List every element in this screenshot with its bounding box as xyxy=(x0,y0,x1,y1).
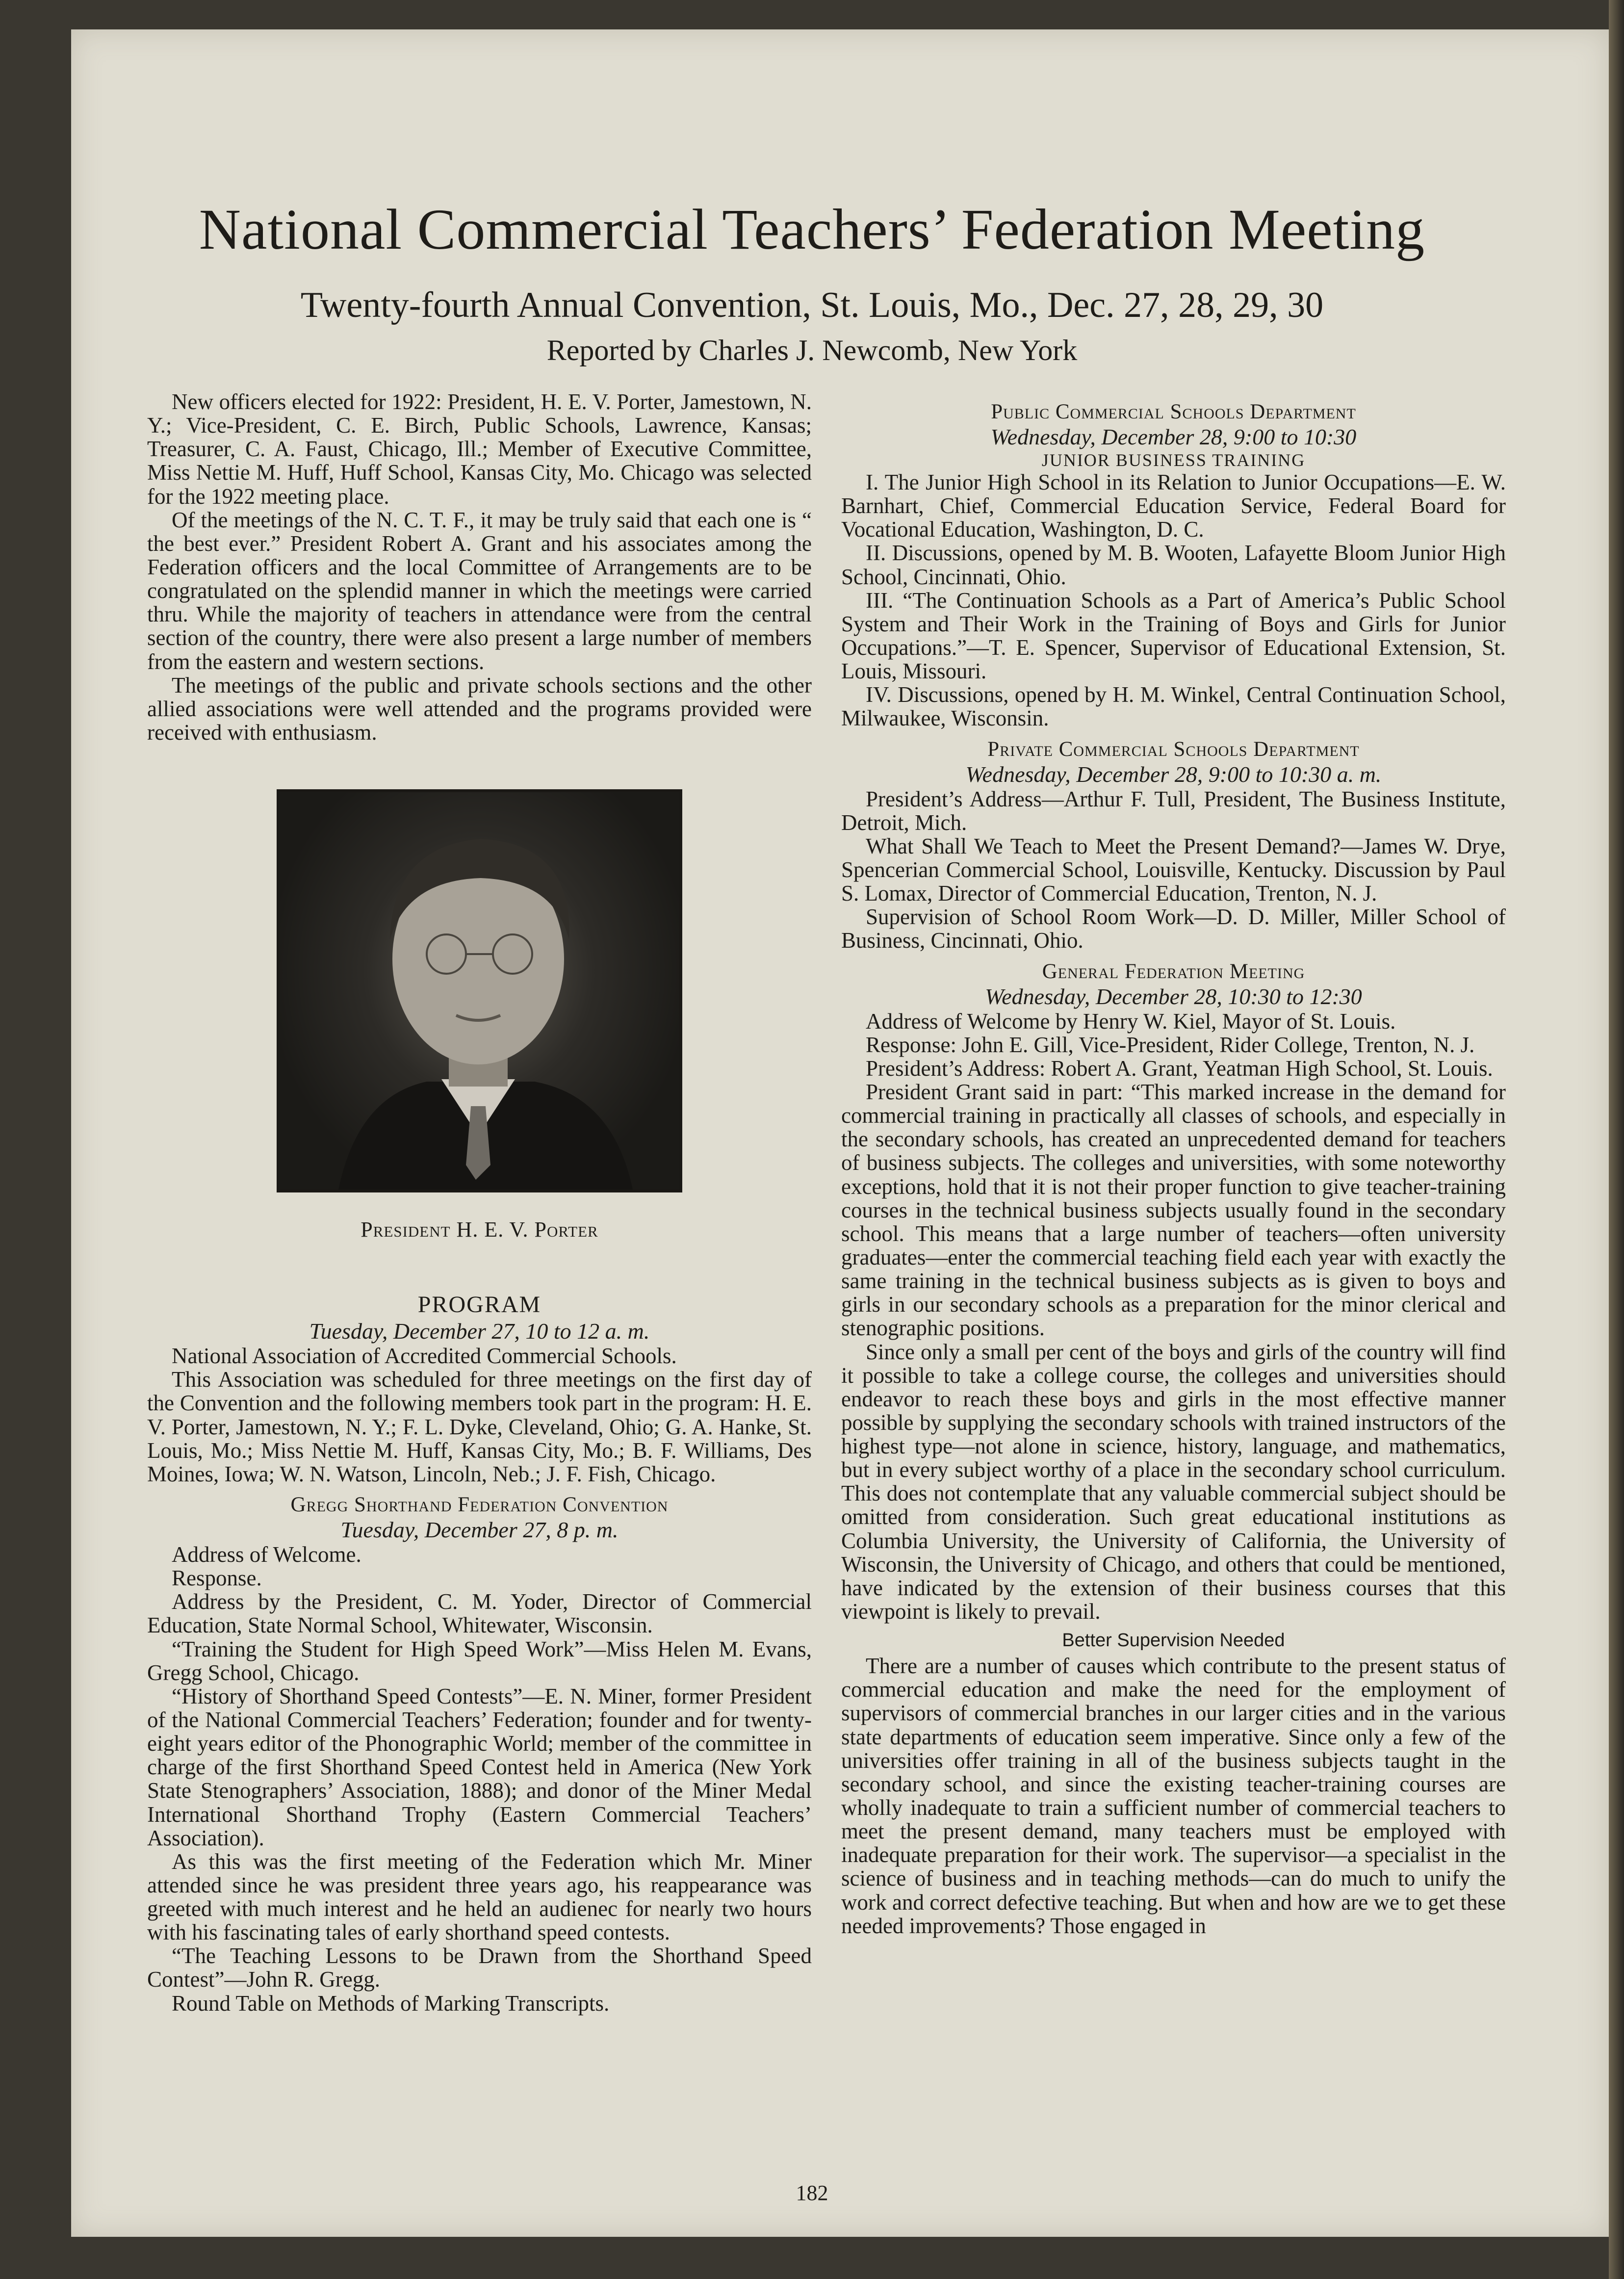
gregg-paragraph: “Training the Student for High Speed Work”—Miss Helen M. Evans, Gregg School, Chicago. xyxy=(147,1636,812,1685)
article-title: National Commercial Teachers’ Federation Meeting xyxy=(199,197,1425,261)
gregg-paragraph: As this was the first meeting of the Federation which Mr. Miner attended since he was president three years ago, his reappearance was greeted with much interest and he held an audienec for nearly two hours with his fascinating tales of early shorthand speed contests. xyxy=(147,1849,812,1945)
portrait-caption: President H. E. V. Porter xyxy=(361,1217,598,1242)
private-paragraph: Supervision of School Room Work—D. D. Miller, Miller School of Business, Cincinnati, Ohio. xyxy=(841,905,1506,953)
program-paragraph: This Association was scheduled for three meetings on the first day of the Convention and the following members took part in the program: H. E. V. Porter, Jamestown, N. Y.; F. L. Dyke, Cleveland, Ohio; G. A. Hanke, St. Louis, Mo.; Miss Nettie M. Huff, Kansas City, Mo.; B. F. Williams, Des Moines, Iowa; W. N. Watson, Lincoln, Neb.; J. F. Fish, Chicago. xyxy=(147,1367,812,1486)
private-paragraph: President’s Address—Arthur F. Tull, President, The Business Institute, Detroit, Mich. xyxy=(841,786,1506,835)
program-paragraph: National Association of Accredited Commercial Schools. xyxy=(172,1344,677,1369)
gregg-paragraph: Round Table on Methods of Marking Transcripts. xyxy=(172,1991,610,2016)
portrait-illustration xyxy=(280,792,679,1190)
gregg-paragraph: Address by the President, C. M. Yoder, Director of Commercial Education, State Normal School, Whitewater, Wisconsin. xyxy=(147,1589,812,1638)
left-column xyxy=(147,390,812,2015)
public-heading: Public Commercial Schools Department xyxy=(991,400,1356,423)
page-number: 182 xyxy=(796,2181,828,2205)
private-date: Wednesday, December 28, 9:00 to 10:30 a. m. xyxy=(965,761,1382,787)
portrait-photo xyxy=(277,789,682,1192)
gregg-heading: Gregg Shorthand Federation Convention xyxy=(290,1493,669,1516)
gregg-paragraph: “The Teaching Lessons to be Drawn from the Shorthand Speed Contest”—John R. Gregg. xyxy=(147,1943,812,1992)
reporter-byline: Reported by Charles J. Newcomb, New York xyxy=(546,334,1078,366)
private-heading: Private Commercial Schools Department xyxy=(987,737,1360,761)
public-paragraph: IV. Discussions, opened by H. M. Winkel, Central Continuation School, Milwaukee, Wisconsin. xyxy=(841,682,1506,731)
public-date: Wednesday, December 28, 9:00 to 10:30 xyxy=(990,424,1357,449)
public-paragraph: I. The Junior High School in its Relation to Junior Occupations—E. W. Barnhart, Chief, Commercial Education Service, Federal Board for Vocational Education, Washington, D. C. xyxy=(841,470,1506,542)
public-subheading: JUNIOR BUSINESS TRAINING xyxy=(1041,450,1306,470)
gregg-paragraph: “History of Shorthand Speed Contests”—E. N. Miner, former President of the National Commercial Teachers’ Federation; founder and for twenty-eight years editor of the Phonographic World; member of the committee in charge of the first Shorthand Speed Contest held in America (New York State Stenographers’ Association, 1888); and donor of the Miner Medal International Shorthand Trophy (Eastern Commercial Teachers’ Association). xyxy=(147,1683,812,1850)
right-column xyxy=(841,390,1506,1938)
intro-paragraph: The meetings of the public and private schools sections and the other allied associations were well attended and the programs provided were received with enthusiasm. xyxy=(147,673,812,745)
general-heading: General Federation Meeting xyxy=(1042,959,1305,983)
gregg-paragraph: Response. xyxy=(172,1566,262,1591)
general-paragraph: President’s Address: Robert A. Grant, Yeatman High School, St. Louis. xyxy=(866,1056,1493,1081)
supervision-paragraph: There are a number of causes which contribute to the present status of commercial education and make the need for the employment of supervisors of commercial branches in our larger cities and in the various state departments of education seem imperative. Since only a few of the universities offer training in all of the business subjects taught in the secondary school, and since the existing teacher-training courses are wholly inadequate to train a sufficient number of commercial teachers to meet the present demand, many teachers must be employed with inadequate preparation for their work. The supervisor—a specialist in the science of business and in teaching methods—can do much to unify the work and correct defective teaching. But when and how are we to get these needed improvements? Those engaged in xyxy=(841,1654,1506,1938)
public-paragraph: III. “The Continuation Schools as a Part of America’s Public School System and Their Work in the Training of Boys and Girls for Junior Occupations.”—T. E. Spencer, Supervisor of Educational Extension, St. Louis, Missouri. xyxy=(841,588,1506,684)
gregg-date: Tuesday, December 27, 8 p. m. xyxy=(340,1517,619,1542)
general-paragraph: Since only a small per cent of the boys and girls of the country will find it possible to take a college course, the colleges and universities should endeavor to reach these boys and girls in the most effective manner possible by supplying the secondary schools with trained instructors of the highest type—not alone in science, history, language, and mathematics, but in every subject worthy of a place in the secondary school curriculum. This does not contemplate that any valuable commercial subject should be omitted from consideration. Such great educational institutions as Columbia University, the University of California, the University of Wisconsin, the University of Chicago, and others that could be mentioned, have indicated by the extension of their business courses that this viewpoint is likely to prevail. xyxy=(841,1339,1506,1624)
general-paragraph: Response: John E. Gill, Vice-President, Rider College, Trenton, N. J. xyxy=(866,1032,1475,1057)
program-date: Tuesday, December 27, 10 to 12 a. m. xyxy=(309,1319,650,1344)
general-paragraph: President Grant said in part: “This marked increase in the demand for commercial training in practically all classes of schools, and especially in the secondary schools, has created an unprecedented demand for teachers of business subjects. The colleges and universities, with some noteworthy exceptions, hold that it is not their proper function to give teacher-training courses in the technical business subjects usually found in the secondary school. This means that a large number of teachers—often university graduates—enter the commercial teaching field each year with exactly the same training in the technical business subjects as is given to boys and girls in our secondary schools as a preparation for the minor clerical and stenographic positions. xyxy=(841,1079,1506,1341)
supervision-heading: Better Supervision Needed xyxy=(1062,1630,1285,1651)
intro-paragraph: New officers elected for 1922: President, H. E. V. Porter, Jamestown, N. Y.; Vice-President, C. E. Birch, Public Schools, Lawrence, Kansas; Treasurer, C. A. Faust, Chicago, Ill.; Member of Executive Committee, Miss Nettie M. Huff, Huff School, Kansas City, Mo. Chicago was selected for the 1922 meeting place. xyxy=(147,389,812,509)
program-heading: PROGRAM xyxy=(417,1292,541,1318)
gregg-paragraph: Address of Welcome. xyxy=(172,1542,361,1567)
article-subtitle: Twenty-fourth Annual Convention, St. Louis, Mo., Dec. 27, 28, 29, 30 xyxy=(300,285,1324,325)
intro-paragraph: Of the meetings of the N. C. T. F., it may be truly said that each one is “ the best ever.” President Robert A. Grant and his associates among the Federation officers and the local Committee of Arrangements are to be congratulated on the splendid manner in which the meetings were carried thru. While the majority of teachers in attendance were from the central section of the country, there were also present a large number of members from the eastern and western sections. xyxy=(147,507,812,674)
general-paragraph: Address of Welcome by Henry W. Kiel, Mayor of St. Louis. xyxy=(866,1009,1396,1034)
private-paragraph: What Shall We Teach to Meet the Present Demand?—James W. Drye, Spencerian Commercial School, Louisville, Kentucky. Discussion by Paul S. Lomax, Director of Commercial Education, Trenton, N. J. xyxy=(841,833,1506,906)
general-date: Wednesday, December 28, 10:30 to 12:30 xyxy=(985,984,1362,1009)
public-paragraph: II. Discussions, opened by M. B. Wooten, Lafayette Bloom Junior High School, Cincinnati, Ohio. xyxy=(841,541,1506,589)
